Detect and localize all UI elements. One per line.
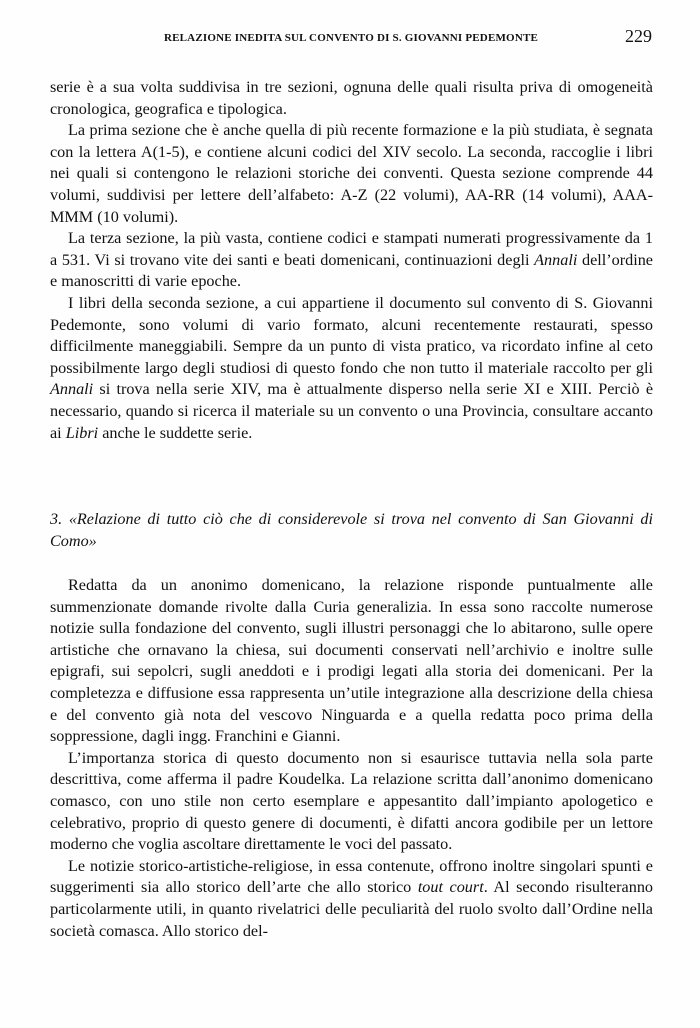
section-three-body	[50, 575, 653, 942]
paragraph-books-text-c: anche le suddette serie.	[98, 423, 253, 442]
paragraph-series-division: serie è a sua volta suddivisa in tre sezioni, ognuna delle quali risulta priva di omogeneità cronologica, geografica e tipologica.	[50, 78, 653, 118]
annali-title-2: Annali	[50, 380, 94, 399]
section-two-conclusion	[50, 77, 653, 444]
tout-court-phrase: tout court	[417, 878, 484, 897]
paragraph-notes-text-a: Le notizie storico-artistiche-religiose, in essa contenute, offrono inoltre singolari spunti e suggerimenti sia allo storico dell’arte che allo storico	[50, 856, 653, 897]
paragraph-relazione-summary: Redatta da un anonimo domenicano, la relazione risponde puntualmente alle summenzionate domande rivolte dalla Curia generalizia. In essa sono raccolte numerose notizie sulla fondazione del convento, sugli illustri personaggi che lo abitarono, sulle opere artistiche che ornavano la chiesa, sui documenti conservati nell’archivio e inoltre sulle epigrafi, sui sepolcri, sugli aneddoti e i prodigi legati alla storia dei domenicani. Per la completezza e diffusione essa rappresenta un’utile integrazione alla descrizione della chiesa e del convento già nota del vescovo Ninguarda e a quella redatta poco prima della soppressione, dagli ingg. Franchini e Gianni.	[50, 576, 653, 746]
paragraph-books-text-b: si trova nella serie XIV, ma è attualmente disperso nella serie XI e XIII. Perciò è necessario, quando si ricerca il materiale su un convento o una Provincia, consultare accanto ai	[50, 380, 653, 442]
paragraph-books-text-a: I libri della seconda sezione, a cui appartiene il documento sul convento di S. Giovanni Pedemonte, sono volumi di vario formato, alcuni recentemente restaurati, spesso difficilmente maneggiabili. Sempre da un punto di vista pratico, va ricordato infine al ceto possibilmente largo degli studiosi di questo fondo che non tutto il materiale raccolto per gli	[50, 293, 653, 377]
paragraph-notes-text-b: . Al secondo risulteranno particolarmente utili, in quanto rivelatrici delle peculiarità del ruolo svolto dall’Ordine nella società comasca. Allo storico del-	[50, 878, 654, 940]
section-three-heading: 3. «Relazione di tutto ciò che di considerevole si trova nel convento di San Giovanni di Como»	[50, 510, 653, 550]
running-title: RELAZIONE INEDITA SUL CONVENTO DI S. GIOVANNI PEDEMONTE	[163, 32, 539, 44]
page-number: 229	[625, 26, 652, 46]
paragraph-third-section-text-a: La terza sezione, la più vasta, contiene codici e stampati numerati progressivamente da 1 a 531. Vi si trovano vite dei santi e beati domenicani, continuazioni degli	[50, 229, 653, 269]
paragraph-first-second-section: La prima sezione che è anche quella di più recente formazione e la più studiata, è segnata con la lettera A(1-5), e contiene alcuni codici del XIV secolo. La seconda, raccoglie i libri nei quali si contengono le relazioni storiche dei conventi. Questa sezione comprende 44 volumi, suddivisi per lettere dell’alfabeto: A-Z (22 volumi), AA-RR (14 volumi), AAA-MMM (10 volumi).	[50, 121, 653, 226]
paragraph-historical-importance: L’importanza storica di questo documento non si esaurisce tuttavia nella sola parte descrittiva, come afferma il padre Koudelka. La relazione scritta dall’anonimo domenicano comasco, con uno stile non certo esemplare e appesantito dall’impianto apologetico e celebrativo, proprio di questo genere di documenti, è difatti ancora godibile per un lettore moderno che voglia ascoltare direttamente le voci del passato.	[50, 748, 653, 854]
paragraph-third-section	[50, 228, 653, 293]
paragraph-historical-notes	[50, 856, 653, 942]
paragraph-second-section-books	[50, 293, 653, 444]
paragraph-third-section-text-b: dell’ordine e manoscritti di varie epoche.	[50, 250, 653, 291]
annali-title: Annali	[534, 250, 578, 269]
libri-title: Libri	[65, 423, 99, 442]
running-header	[50, 26, 652, 48]
